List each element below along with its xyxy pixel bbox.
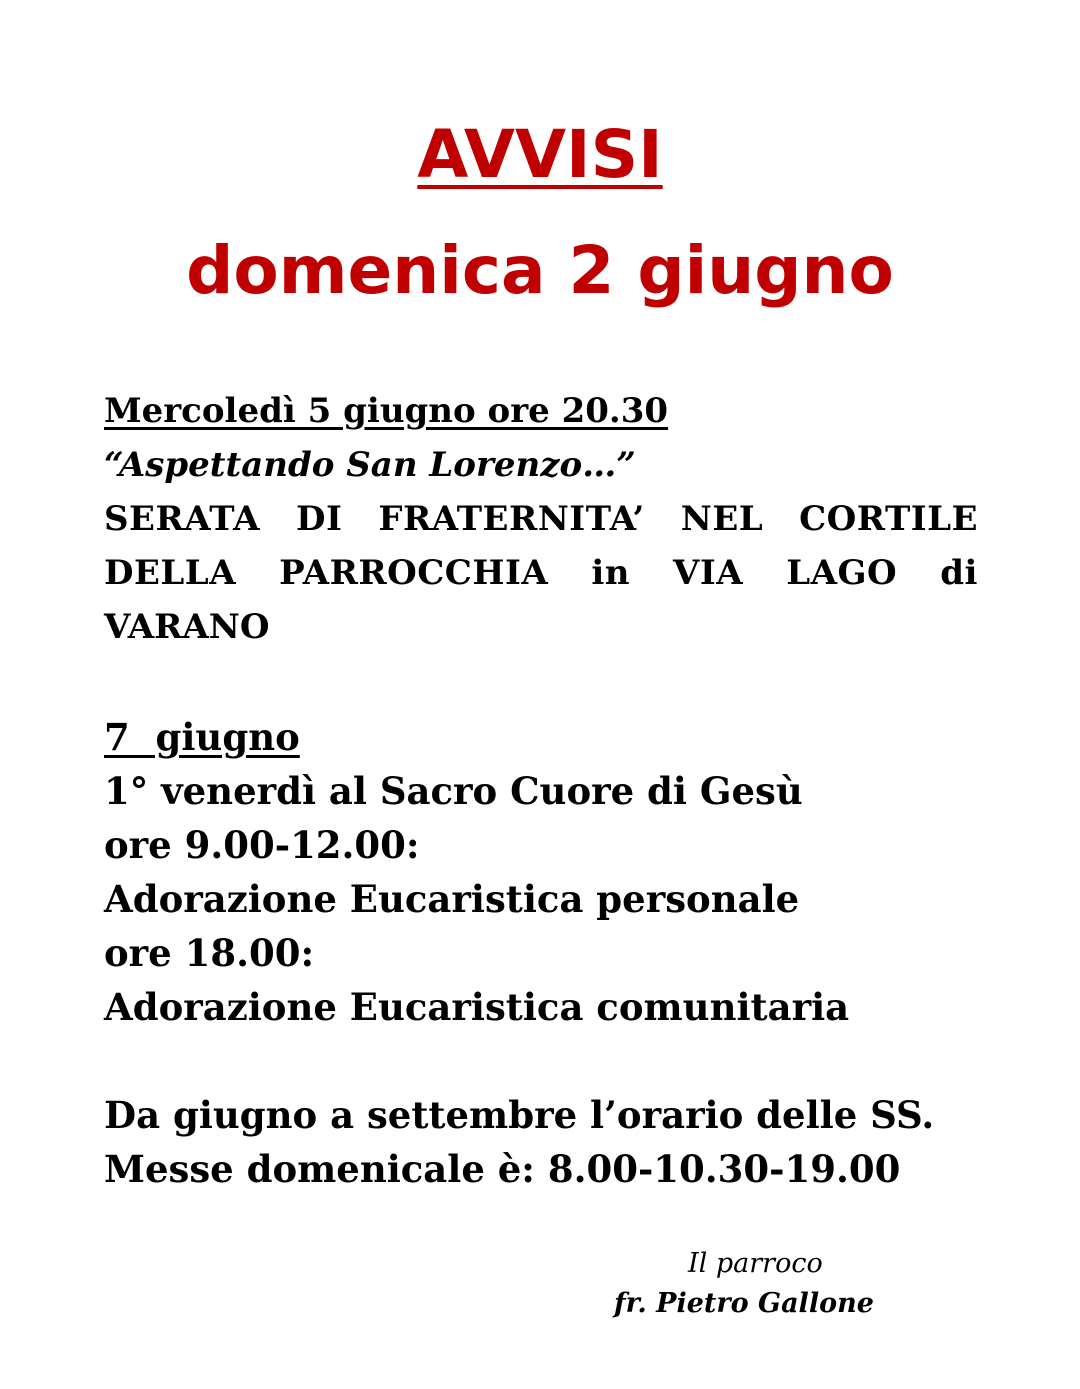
notice1-word: LAGO [786,553,898,593]
notice1-word: CORTILE [799,499,978,539]
page-title: AVVISI [417,116,663,193]
notice1-date: Mercoledì 5 giugno ore 20.30 [104,391,669,431]
signature-role: Il parroco [688,1248,823,1279]
notice1-word: PARROCCHIA [279,553,549,593]
notice2-date: 7 giugno [104,715,300,759]
signature-name: fr. Pietro Gallone [614,1288,874,1319]
notice1-word: DELLA [104,553,237,593]
notice2-line3: Adorazione Eucaristica personale [104,877,800,921]
notice1-line3: VARANO [104,607,270,647]
notice1-word: DI [296,499,343,539]
notice1-line1 [104,492,978,546]
notice3-line1: Da giugno a settembre l’orario delle SS. [104,1093,935,1137]
notice3-line2: Messe domenicale è: 8.00-10.30-19.00 [104,1147,901,1191]
notice1-word: di [940,553,978,593]
notice1-quote: “Aspettando San Lorenzo…” [104,445,636,485]
notice1-word: in [591,553,630,593]
notices [104,384,978,1196]
notice1-word: SERATA [104,499,261,539]
notice2-line1: 1° venerdì al Sacro Cuore di Gesù [104,769,803,813]
page-subtitle: domenica 2 giugno [186,232,894,309]
header [0,100,1080,326]
notice1-word: VIA [673,553,744,593]
spacer [104,654,978,710]
notice1-word: FRATERNITA’ [378,499,645,539]
notice1-line2 [104,546,978,600]
notice1-word: NEL [680,499,764,539]
notice2-line2: ore 9.00-12.00: [104,823,420,867]
notice2-line5: Adorazione Eucaristica comunitaria [104,985,850,1029]
notice2-line4: ore 18.00: [104,931,315,975]
spacer [104,1034,978,1088]
